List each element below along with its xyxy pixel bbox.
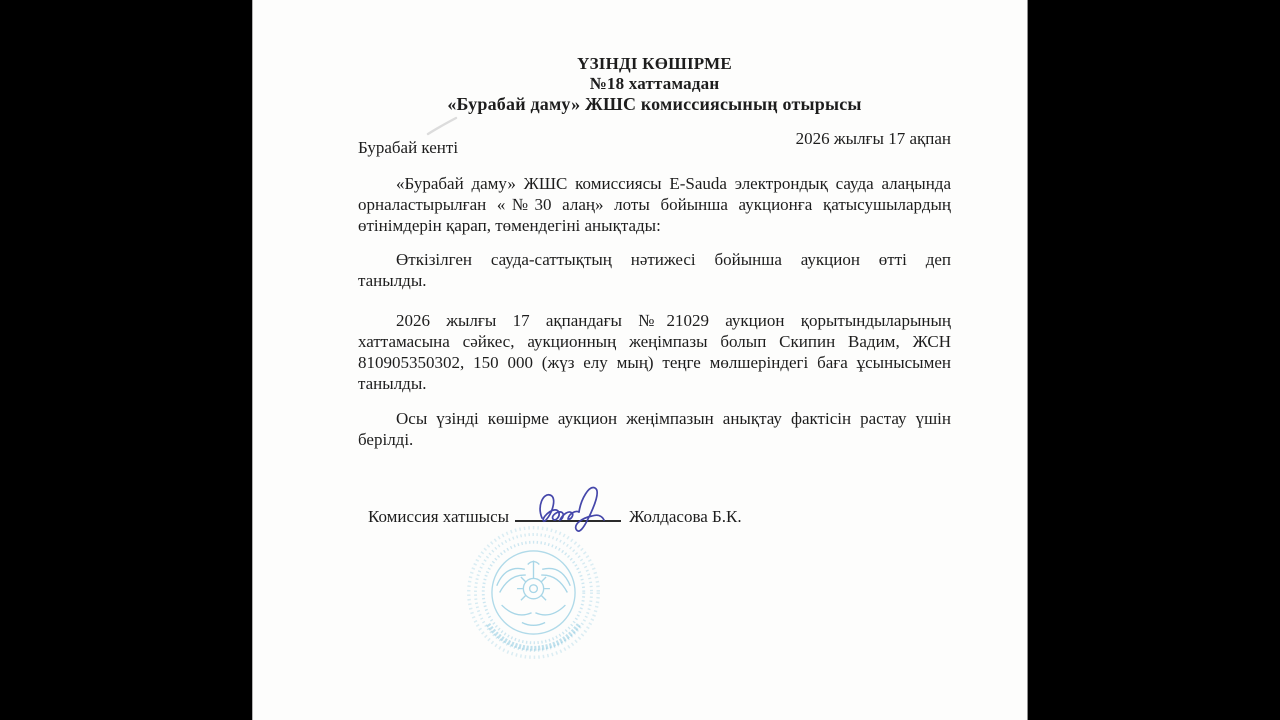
paragraph-line: хаттамасына сәйкес, аукционның жеңімпазы болып Скипин Вадим, ЖСН — [358, 332, 951, 351]
date-label: 2026 жылғы 17 ақпан — [795, 129, 951, 148]
paragraph-line: 2026 жылғы 17 ақпандағы №21029 аукцион қорытындыларының — [396, 311, 951, 330]
paragraph-purpose — [358, 408, 951, 450]
stamp-emblem — [497, 561, 570, 626]
pen-mark — [425, 115, 459, 137]
official-stamp — [461, 520, 606, 665]
paragraph-line: өтінімдерін қарап, төмендегіні анықтады: — [358, 216, 661, 235]
meeting-title: «Бурабай даму» ЖШС комиссиясының отырысы — [447, 94, 862, 114]
signature-row — [358, 504, 951, 527]
paragraph-line: танылды. — [358, 271, 427, 290]
page-title: ҮЗІНДІ КӨШІРМЕ — [577, 54, 732, 73]
paragraph-line: орналастырылған «№30 алаң» лоты бойынша аукционға қатысушылардың — [358, 195, 951, 214]
signature-role: Комиссия хатшысы — [368, 507, 510, 526]
paragraph-line: 810905350302, 150 000 (жүз елу мың) теңге мөлшеріндегі баға ұсынысымен — [358, 353, 951, 372]
paragraph-winner — [358, 310, 951, 394]
paragraph-line: Осы үзінді көшірме аукцион жеңімпазын анықтау фактісін растау үшін — [396, 409, 951, 428]
title-block — [358, 54, 951, 114]
paragraph-intro — [358, 173, 951, 236]
secretary-name: Жолдасова Б.К. — [629, 507, 742, 526]
paragraph-line: танылды. — [358, 374, 427, 393]
document-page — [252, 0, 1028, 720]
protocol-subtitle: №18 хаттамадан — [589, 74, 720, 93]
paragraph-line: берілді. — [358, 430, 414, 449]
paragraph-line: «Бурабай даму» ЖШС комиссиясы E-Sauda электрондық сауда алаңында — [396, 174, 951, 193]
paragraph-line: Өткізілген сауда-саттықтың нәтижесі бойынша аукцион өтті деп — [396, 250, 951, 269]
place-label: Бурабай кенті — [358, 138, 459, 157]
paragraph-result — [358, 249, 951, 291]
